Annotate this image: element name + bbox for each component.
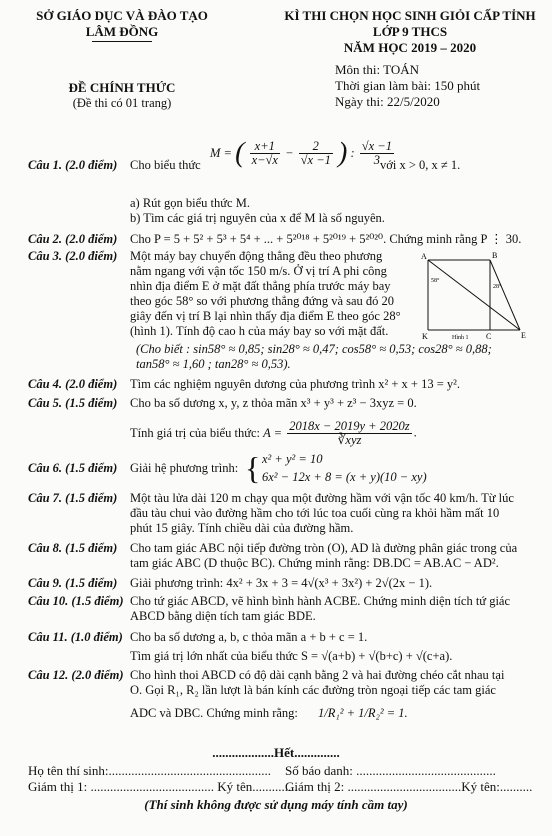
question-3-label: Câu 3. (2.0 điểm) xyxy=(28,249,118,263)
question-4-text: Tìm các nghiệm nguyên dương của phương trình x² + x + 13 = y². xyxy=(130,377,461,391)
question-1-part-b: b) Tìm các giá trị nguyên của x để M là số nguyên. xyxy=(130,211,385,225)
question-8-label: Câu 8. (1.5 điểm) xyxy=(28,541,118,555)
question-1-intro: Cho biểu thức xyxy=(130,158,201,172)
figure-line-be xyxy=(490,260,520,330)
question-7-line: đầu tàu chui vào đường hầm cho tới lúc toa cuối cùng ra khỏi hầm mất 10 xyxy=(130,506,500,520)
question-7-label: Câu 7. (1.5 điểm) xyxy=(28,491,118,505)
question-3-line: giây đến vị trí B lại nhìn thấy địa điểm E theo góc 28° xyxy=(130,309,401,323)
question-3-line: (hình 1). Tính độ cao h của máy bay so với mặt đất. xyxy=(130,324,389,338)
end-marker: ...................Hết.............. xyxy=(212,745,340,760)
figure-label-b: B xyxy=(492,251,498,260)
question-10-body xyxy=(130,594,530,624)
question-5-numerator: 2018x − 2019y + 2020z xyxy=(289,419,410,433)
candidate-number-field: Số báo danh: ........................................... xyxy=(285,763,496,778)
question-4-label: Câu 4. (2.0 điểm) xyxy=(28,377,118,391)
question-1-condition: với x > 0, x ≠ 1. xyxy=(380,158,461,172)
question-8-line: Cho tam giác ABC nội tiếp đường tròn (O), AD là đường phân giác trong của xyxy=(130,541,518,555)
question-6-label: Câu 6. (1.5 điểm) xyxy=(28,461,118,475)
candidate-name-field: Họ tên thí sinh:.................................................. xyxy=(28,763,272,778)
province-name: LÂM ĐỒNG xyxy=(85,24,159,39)
question-11-label: Câu 11. (1.0 điểm) xyxy=(28,630,123,644)
question-3-body xyxy=(130,249,420,339)
question-1-label: Câu 1. (2.0 điểm) xyxy=(28,158,118,172)
subject-label: Môn thi: TOÁN xyxy=(335,62,420,77)
figure-angle-28: 28° xyxy=(493,284,502,290)
question-11-text: Cho ba số dương a, b, c thỏa mãn a + b + c = 1. xyxy=(130,630,368,644)
question-12-line: O. Gọi R₁, R₂ lần lượt là bán kính các đường tròn ngoại tiếp các tam giác xyxy=(130,683,496,697)
question-7-line: phút 15 giây. Tính chiều dài của đường hầm. xyxy=(130,521,354,535)
question-5-lhs: A = xyxy=(263,426,283,440)
question-3-line: nằm ngang với vận tốc 150 m/s. Ở vị trí A phi công xyxy=(130,264,387,278)
question-1-expression: M = ( $\frac{x+1}{x-√x}$ − $\frac{2}{√x -1}$ ) : $\frac{√x -1}{3}$ xyxy=(210,137,392,169)
figure-label-k: K xyxy=(422,332,428,341)
exam-date: Ngày thi: 22/5/2020 xyxy=(335,94,440,109)
figure-line-ae xyxy=(428,260,520,330)
duration-label: Thời gian làm bài: 150 phút xyxy=(335,78,481,93)
figure-angle-58: 58° xyxy=(431,278,440,284)
header-divider xyxy=(92,41,152,42)
question-10-line: Cho tứ giác ABCD, vẽ hình bình hành ACBE. Chứng minh diện tích tứ giác xyxy=(130,594,511,608)
figure-1 xyxy=(420,250,532,342)
question-11-ask: Tìm giá trị lớn nhất của biểu thức S = √(a+b) + √(b+c) + √(c+a). xyxy=(130,649,453,663)
question-5-text: Cho ba số dương x, y, z thỏa mãn x³ + y³ + z³ − 3xyz = 0. xyxy=(130,396,417,410)
proctor-2-field: Giám thị 2: ...................................Ký tên:.......... xyxy=(285,779,533,794)
question-9-text: Giải phương trình: 4x² + 3x + 3 = 4√(x³ + 3x²) + 2√(2x − 1). xyxy=(130,576,433,590)
question-5-ask: Tính giá trị của biểu thức: A = $\frac{2018x - 2019y + 2020z}{\text{∛xyz}}$ . xyxy=(130,419,417,447)
question-10-label: Câu 10. (1.5 điểm) xyxy=(28,594,124,608)
question-2-label: Câu 2. (2.0 điểm) xyxy=(28,232,118,246)
figure-label-e: E xyxy=(521,331,526,340)
department-name: SỞ GIÁO DỤC VÀ ĐÀO TẠO xyxy=(36,8,208,23)
question-5-ask-text: Tính giá trị của biểu thức: xyxy=(130,426,260,440)
figure-label-c: C xyxy=(486,332,492,341)
figure-caption: Hình 1 xyxy=(452,335,469,341)
official-label: ĐỀ CHÍNH THỨC xyxy=(68,80,176,95)
question-3-line: theo góc 58° so với phương thẳng đứng và sau đó 20 xyxy=(130,294,395,308)
question-8-body xyxy=(130,541,530,571)
figure-label-a: A xyxy=(421,252,427,261)
question-5-denominator: ∛xyz xyxy=(337,433,362,447)
question-2-text: Cho P = 5 + 5² + 5³ + 5⁴ + ... + 5²⁰¹⁸ + 5²⁰¹⁹ + 5²⁰²⁰. Chứng minh rằng P ⋮ 30. xyxy=(130,232,522,246)
question-12-body xyxy=(130,668,530,698)
calculator-note: (Thí sinh không được sử dụng máy tính cầm tay) xyxy=(144,797,408,812)
question-6-eq-1: x² + y² = 10 xyxy=(262,452,323,466)
proctor-1-field: Giám thị 1: ...................................... Ký tên.............. xyxy=(28,779,298,794)
question-9-label: Câu 9. (1.5 điểm) xyxy=(28,576,118,590)
question-12-expression: 1/R₁² + 1/R₂² = 1. xyxy=(318,706,408,720)
question-7-body xyxy=(130,491,530,536)
question-6-eq-2: 6x² − 12x + 8 = (x + y)(10 − xy) xyxy=(262,470,427,484)
system-brace: { xyxy=(245,450,261,486)
question-3-line: nhìn địa điểm E ở mặt đất thẳng phía trước máy bay xyxy=(130,279,391,293)
pages-note: (Đề thi có 01 trang) xyxy=(72,96,172,110)
question-12-line: Cho hình thoi ABCD có độ dài cạnh bằng 2 và hai đường chéo cắt nhau tại xyxy=(130,668,505,682)
question-5-label: Câu 5. (1.5 điểm) xyxy=(28,396,118,410)
question-12-label: Câu 12. (2.0 điểm) xyxy=(28,668,124,682)
question-6-text: Giải hệ phương trình: xyxy=(130,461,239,475)
school-year: NĂM HỌC 2019 – 2020 xyxy=(343,40,477,55)
grade-label: LỚP 9 THCS xyxy=(372,24,448,39)
question-7-line: Một tàu lửa dài 120 m chạy qua một đường hầm với vận tốc 40 km/h. Từ lúc xyxy=(130,491,514,505)
question-12-last: ADC và DBC. Chứng minh rằng: xyxy=(130,706,298,720)
question-3-hint-1: (Cho biết : sin58° ≈ 0,85; sin28° ≈ 0,47; cos58° ≈ 0,53; cos28° ≈ 0,88; xyxy=(136,342,492,356)
exam-title: KÌ THI CHỌN HỌC SINH GIỎI CẤP TỈNH xyxy=(284,8,536,23)
question-3-hint-2: tan58° ≈ 1,60 ; tan28° ≈ 0,53). xyxy=(136,357,291,371)
question-3-line: Một máy bay chuyển động thẳng đều theo phương xyxy=(130,249,383,263)
question-10-line: ABCD bằng diện tích tam giác BDE. xyxy=(130,609,316,623)
question-1-part-a: a) Rút gọn biểu thức M. xyxy=(130,196,250,210)
question-8-line: tam giác ABC (D thuộc BC). Chứng minh rằng: DB.DC = AB.AC − AD². xyxy=(130,556,499,570)
